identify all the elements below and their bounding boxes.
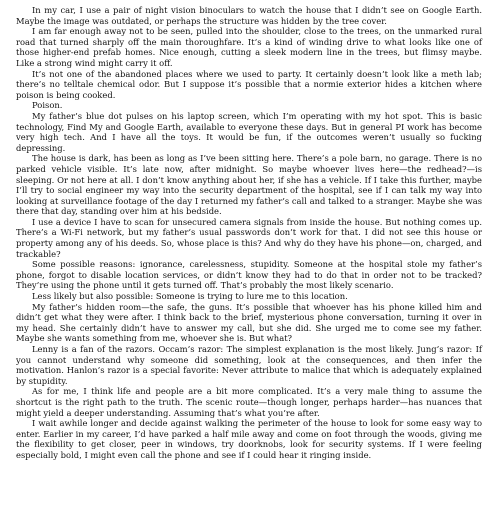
- paragraph: The house is dark, has been as long as I’ve been sitting here. There’s a pole barn, no garage. There is no parked vehicle visible. It’s late now, after midnight. So maybe whoever lives here—the redhead?—is sleeping. Or not here at all. I don’t know anything about her, if she has a vehicle. If I take this further, maybe I’ll try to social engineer my way into the security department of the hospital, see if I can talk my way into looking at surveillance footage of the day I returned my father’s call and talked to a stranger. Maybe she was there that day, standing over him at his bedside.: [16, 153, 482, 217]
- paragraph: It’s not one of the abandoned places where we used to party. It certainly doesn’t look like a meth lab; there’s no telltale chemical odor. But I suppose it’s possible that a normie exterior hides a kitchen where poison is being cooked.: [16, 68, 482, 100]
- paragraph: My father’s hidden room—the safe, the guns. It’s possible that whoever has his phone killed him and didn’t get what they were after. I think back to the brief, mysterious phone conversation, turning it over in my head. She certainly didn’t have to answer my call, but she did. She urged me to come see my father. Maybe she wants something from me, whoever she is. But what?: [16, 301, 482, 344]
- paragraph: Some possible reasons: ignorance, carelessness, stupidity. Someone at the hospital stole my father’s phone, forgot to disable location services, or didn’t know they had to do that in order not to be tracked? They’re using the phone until it gets turned off. That’s probably the most likely scenario.: [16, 259, 482, 291]
- paragraph: In my car, I use a pair of night vision binoculars to watch the house that I didn’t see on Google Earth. Maybe the image was outdated, or perhaps the structure was hidden by the tree cover.: [16, 5, 482, 26]
- paragraph: I wait awhile longer and decide against walking the perimeter of the house to look for some easy way to enter. Earlier in my career, I’d have parked a half mile away and come on foot through the woods, giving me the flexibility to get closer, peer in windows, try doorknobs, look for security systems. If I were feeling especially bold, I might even call the phone and see if I could hear it ringing inside.: [16, 418, 482, 460]
- paragraph: My father’s blue dot pulses on his laptop screen, which I’m operating with my hot spot. This is basic technology, Find My and Google Earth, available to everyone these days. But in general PI work has become very high tech. And I have all the toys. It would be fun, if the outcomes weren’t usually so fucking depressing.: [16, 110, 482, 153]
- paragraph: As for me, I think life and people are a bit more complicated. It’s a very male thing to assume the shortcut is the right path to the truth. The scenic route—though longer, perhaps harder—has nuances that might yield a deeper understanding. Assuming that’s what you’re after.: [16, 386, 482, 418]
- paragraph: I use a device I have to scan for unsecured camera signals from inside the house. But nothing comes up. There’s a Wi-Fi network, but my father’s usual passwords don’t work for that. I did not see this house or property among any of his deeds. So, whose place is this? And why do they have his phone—on, charged, and trackable?: [16, 216, 482, 259]
- paragraph: I am far enough away not to be seen, pulled into the shoulder, close to the trees, on the unmarked rural road that turned sharply off the main thoroughfare. It’s a kind of winding drive to what looks like one of those higher-end prefab homes. Nice enough, cutting a sleek modern line in the trees, but flimsy maybe. Like a strong wind might carry it off.: [16, 26, 482, 68]
- paragraph: Lenny is a fan of the razors. Occam’s razor: The simplest explanation is the most likely. Jung’s razor: If you cannot understand why someone did something, look at the consequences, and then infer the motivation. Hanlon’s razor is a special favorite: Never attribute to malice that which is adequately explained by stupidity.: [16, 344, 482, 386]
- paragraph: Less likely but also possible: Someone is trying to lure me to this location.: [32, 291, 348, 302]
- paragraph: Poison.: [32, 100, 63, 111]
